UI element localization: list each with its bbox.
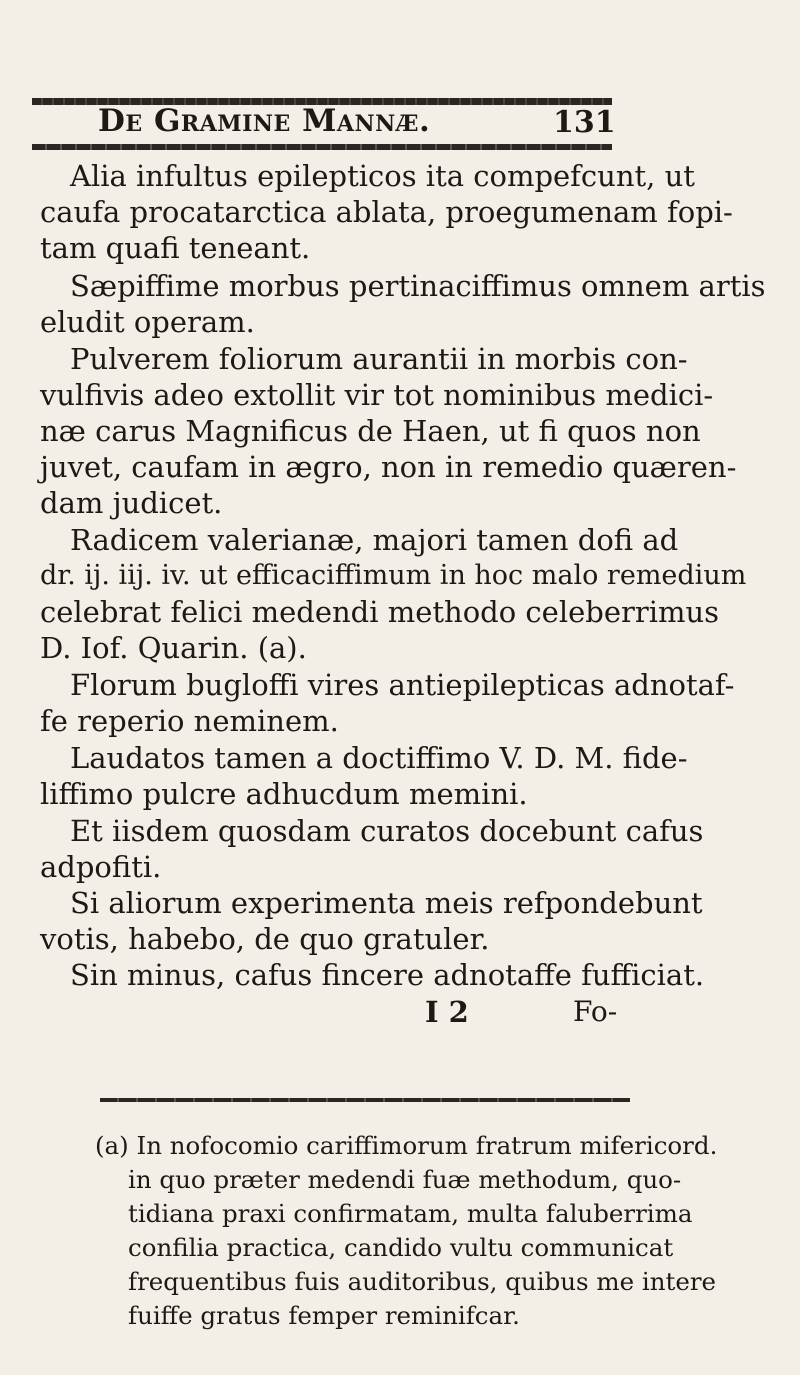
text-line: caufa procatarctica ablata, proegumenam fopi- (40, 195, 733, 229)
text-line: fe reperio neminem. (40, 704, 339, 738)
footnote-line: tidiana praxi confirmatam, multa faluberrima (128, 1199, 693, 1228)
catchword: Fo- (573, 995, 618, 1028)
page-header (0, 103, 800, 145)
text-line: juvet, caufam in ægro, non in remedio quæren- (40, 450, 737, 484)
text-line: Sin minus, cafus fincere adnotaffe fufficiat. (70, 958, 705, 992)
text-line: celebrat felici medendi methodo celeberrimus (40, 595, 720, 629)
footnote-rule (100, 1098, 630, 1102)
text-line: Pulverem foliorum aurantii in morbis con- (70, 342, 688, 376)
running-title: De Gramine Mannæ. (98, 103, 431, 139)
text-line: adpofiti. (40, 850, 162, 884)
text-line: vulfivis adeo extollit vir tot nominibus medici- (40, 378, 714, 412)
text-line: eludit operam. (40, 305, 255, 339)
text-line: D. Iof. Quarin. (a). (40, 631, 307, 665)
signature-mark: I 2 (425, 995, 469, 1029)
text-line: dr. ij. iij. iv. ut efficaciffimum in hoc malo remedium (40, 560, 747, 591)
text-line: Sæpiffime morbus pertinaciffimus omnem artis (70, 269, 766, 303)
header-rule (32, 144, 612, 150)
text-line: votis, habebo, de quo gratuler. (40, 922, 490, 956)
text-line: liffimo pulcre adhucdum memini. (40, 777, 528, 811)
footnote-line: (a) In nofocomio cariffimorum fratrum mifericord. (95, 1131, 718, 1160)
footnote-line: confilia practica, candido vultu communicat (128, 1233, 674, 1262)
footnote-line: frequentibus fuis auditoribus, quibus me intere (128, 1267, 717, 1296)
footnote-line: in quo præter medendi fuæ methodum, quo- (128, 1165, 682, 1194)
text-line: Laudatos tamen a doctiffimo V. D. M. fide- (70, 741, 688, 775)
text-line: tam quafi teneant. (40, 231, 311, 265)
text-line: næ carus Magnificus de Haen, ut fi quos non (40, 414, 701, 448)
text-line: Radicem valerianæ, majori tamen dofi ad (70, 523, 679, 557)
footnote-line: fuiffe gratus femper reminifcar. (128, 1301, 520, 1330)
text-line: dam judicet. (40, 486, 223, 520)
page-number: 131 (553, 105, 616, 140)
text-line: Florum bugloffi vires antiepilepticas adnotaf- (70, 668, 735, 702)
text-line: Si aliorum experimenta meis refpondebunt (70, 886, 703, 920)
text-line: Alia infultus epilepticos ita compefcunt, ut (70, 159, 695, 193)
text-line: Et iisdem quosdam curatos docebunt cafus (70, 814, 704, 848)
